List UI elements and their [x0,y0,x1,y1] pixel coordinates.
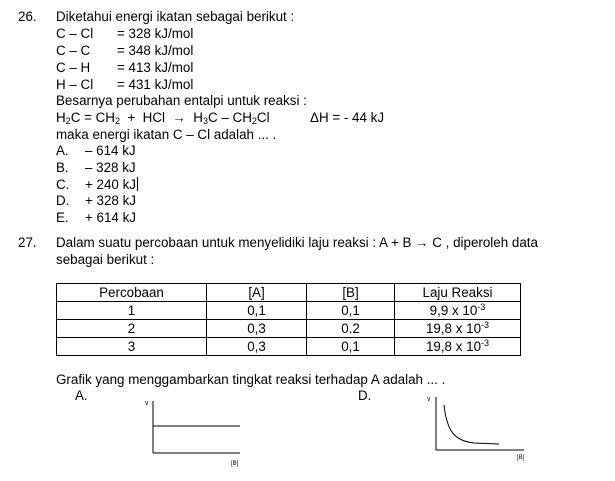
question-27-number: 27. [18,235,37,250]
bond-name-c-cl: C – Cl [56,26,94,41]
table-row [57,338,521,356]
cell-a: 0,3 [207,338,307,356]
table-row [57,320,521,338]
graph-d-x-label: [B] [517,455,525,461]
question-26-ask: maka energi ikatan C – Cl adalah ... . [56,127,277,142]
graph-a-y-label: v [145,400,149,407]
cell-b: 0,1 [307,302,395,320]
question-27-line2: sebagai berikut : [56,252,155,267]
question-27-line1: Dalam suatu percobaan untuk menyelidiki laju reaksi : A + B → C , diperoleh data [56,235,538,250]
option-value-a[interactable]: – 614 kJ [85,143,136,158]
question-26-number: 26. [18,9,37,24]
header-percobaan: Percobaan [57,284,207,302]
option-letter-b: B. [56,160,69,175]
option-letter-e: E. [56,210,69,225]
graph-d-label[interactable]: D. [358,388,372,403]
option-letter-c: C. [56,177,70,192]
option-value-c[interactable]: + 240 kJ [85,177,136,192]
option-value-e[interactable]: + 614 kJ [85,210,136,225]
cell-rate: 19,8 x $10^{-3}$ [395,320,521,338]
cell-a: 0,1 [207,302,307,320]
cell-rate: 9,9 x $10^{-3}$ [395,302,521,320]
table-row [57,302,521,320]
cell-n: 1 [57,302,207,320]
arrow-icon: → [172,110,186,125]
bond-name-c-c: C – C [56,43,91,58]
enthalpy-prompt: Besarnya perubahan entalpi untuk reaksi : [56,93,307,108]
graph-question: Grafik yang menggambarkan tingkat reaksi terhadap A adalah ... . [56,372,446,387]
graph-d-curve [444,405,499,444]
graph-a[interactable] [140,393,250,468]
graph-a-x-label: [B] [231,461,239,467]
graph-a-label[interactable]: A. [75,388,88,403]
cell-a: 0,3 [207,320,307,338]
bond-name-h-cl: H – Cl [56,77,94,92]
cell-rate: 19,8 x $10^{-3}$ [395,338,521,356]
option-value-b[interactable]: – 328 kJ [85,160,136,175]
bond-name-c-h: C – H [56,60,91,75]
cell-b: 0.2 [307,320,395,338]
graph-d-y-label: v [427,396,431,403]
data-table [56,283,521,356]
header-b: [B] [307,284,395,302]
header-laju: Laju Reaksi [395,284,521,302]
bond-value-c-cl: = 328 kJ/mol [117,26,194,41]
question-26-intro: Diketahui energi ikatan sebagai berikut : [56,9,295,24]
cell-n: 2 [57,320,207,338]
option-value-d[interactable]: + 328 kJ [85,193,136,208]
option-letter-d: D. [56,193,70,208]
reaction-equation: $H_2C = CH_2$ + HCl → $H_3C - CH_2Cl$ [56,110,270,126]
graph-d[interactable] [424,393,534,468]
cell-n: 3 [57,338,207,356]
delta-h-value: ΔH = - 44 kJ [310,110,385,125]
header-a: [A] [207,284,307,302]
text-cursor [137,177,138,191]
bond-value-c-h: = 413 kJ/mol [117,60,194,75]
cell-b: 0,1 [307,338,395,356]
option-letter-a: A. [56,143,69,158]
table-header-row [57,284,521,302]
bond-value-h-cl: = 431 kJ/mol [117,77,194,92]
bond-value-c-c: = 348 kJ/mol [117,43,194,58]
